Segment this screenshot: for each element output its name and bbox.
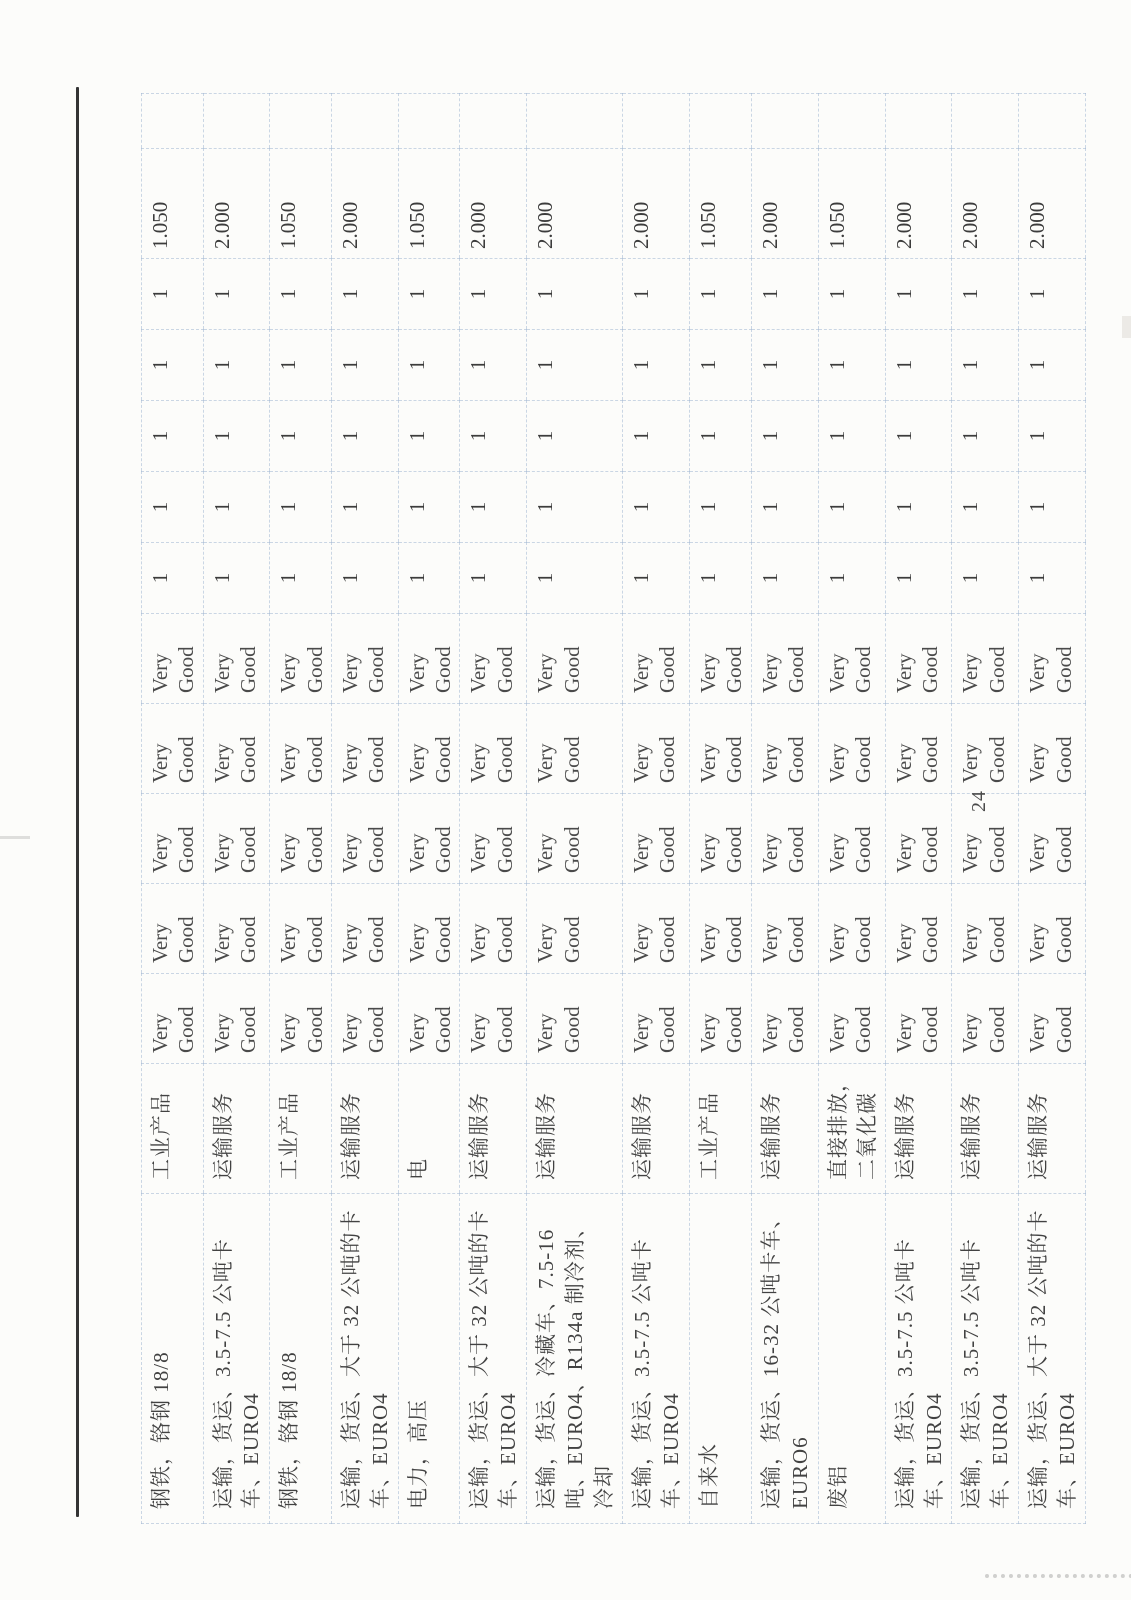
category-cell: 运输服务 [952,1064,1019,1194]
quality-rating-cell: Very Good [623,704,690,794]
quality-rating-cell: Very Good [203,704,270,794]
table-row [885,94,952,1524]
pedigree-score-cell: 1 [142,330,204,401]
pedigree-score-cell: 1 [952,401,1019,472]
uncertainty-factor-cell: 1.050 [270,149,332,259]
category-cell: 运输服务 [527,1064,623,1194]
category-cell: 工业产品 [142,1064,204,1194]
quality-rating-cell: Very Good [1019,974,1086,1064]
uncertainty-factor-cell: 2.000 [623,149,690,259]
pedigree-score-cell: 1 [460,401,527,472]
quality-rating-cell: Very Good [1019,704,1086,794]
pedigree-score-cell: 1 [885,330,952,401]
category-cell: 运输服务 [1019,1064,1086,1194]
table-body [142,94,1086,1524]
pedigree-score-cell: 1 [952,330,1019,401]
pedigree-score-cell: 1 [818,330,885,401]
quality-rating-cell: Very Good [203,974,270,1064]
flow-label-cell: 运输，货运、冷藏车、7.5-16 吨、EURO4、R134a 制冷剂、冷却 [527,1194,623,1524]
scan-artifact-mark [1122,316,1131,338]
pedigree-score-cell: 1 [623,330,690,401]
pedigree-score-cell: 1 [331,472,398,543]
flow-label-cell: 运输，货运、16-32 公吨卡车、EURO6 [751,1194,818,1524]
quality-rating-cell: Very Good [623,614,690,704]
page-top-rule [76,87,79,1517]
pedigree-score-cell: 1 [331,259,398,330]
pedigree-score-cell: 1 [203,330,270,401]
pedigree-score-cell: 1 [751,330,818,401]
pedigree-score-cell: 1 [952,472,1019,543]
table-row [527,94,623,1524]
quality-rating-cell: Very Good [398,884,460,974]
quality-rating-cell: Very Good [818,974,885,1064]
quality-rating-cell: Very Good [398,614,460,704]
flow-label-cell: 运输，货运、3.5-7.5 公吨卡车、EURO4 [623,1194,690,1524]
quality-rating-cell: Very Good [690,884,752,974]
pedigree-score-cell: 1 [818,401,885,472]
empty-cell [1019,94,1086,149]
pedigree-score-cell: 1 [527,259,623,330]
pedigree-score-cell: 1 [142,401,204,472]
pedigree-score-cell: 1 [331,401,398,472]
empty-cell [142,94,204,149]
table-row [203,94,270,1524]
pedigree-score-cell: 1 [818,259,885,330]
pedigree-score-cell: 1 [751,543,818,614]
category-cell: 运输服务 [751,1064,818,1194]
quality-rating-cell: Very Good [885,794,952,884]
quality-rating-cell: Very Good [623,794,690,884]
quality-rating-cell: Very Good [1019,794,1086,884]
uncertainty-factor-cell: 2.000 [751,149,818,259]
uncertainty-factor-cell: 2.000 [952,149,1019,259]
pedigree-score-cell: 1 [1019,472,1086,543]
pedigree-score-cell: 1 [203,259,270,330]
empty-cell [885,94,952,149]
empty-cell [818,94,885,149]
quality-rating-cell: Very Good [952,884,1019,974]
table-row [270,94,332,1524]
quality-rating-cell: Very Good [460,614,527,704]
table-row [1019,94,1086,1524]
pedigree-score-cell: 1 [885,259,952,330]
quality-rating-cell: Very Good [818,614,885,704]
quality-rating-cell: Very Good [270,704,332,794]
quality-rating-cell: Very Good [818,704,885,794]
table-row [331,94,398,1524]
quality-rating-cell: Very Good [142,614,204,704]
uncertainty-factor-cell: 2.000 [527,149,623,259]
pedigree-score-cell: 1 [142,259,204,330]
quality-rating-cell: Very Good [527,974,623,1064]
flow-label-cell: 运输，货运、3.5-7.5 公吨卡车、EURO4 [203,1194,270,1524]
quality-rating-cell: Very Good [952,614,1019,704]
flow-label-cell: 自来水 [690,1194,752,1524]
quality-rating-cell: Very Good [690,614,752,704]
pedigree-score-cell: 1 [623,259,690,330]
pedigree-score-cell: 1 [460,472,527,543]
quality-rating-cell: Very Good [690,704,752,794]
pedigree-score-cell: 1 [142,543,204,614]
quality-rating-cell: Very Good [331,884,398,974]
quality-rating-cell: Very Good [623,884,690,974]
quality-rating-cell: Very Good [460,884,527,974]
page-number: 24 [968,790,990,812]
pedigree-score-cell: 1 [460,259,527,330]
pedigree-score-cell: 1 [142,472,204,543]
quality-rating-cell: Very Good [527,704,623,794]
pedigree-score-cell: 1 [203,401,270,472]
empty-cell [952,94,1019,149]
flow-label-cell: 运输，货运、大于 32 公吨的卡车、EURO4 [1019,1194,1086,1524]
pedigree-score-cell: 1 [1019,330,1086,401]
quality-rating-cell: Very Good [270,884,332,974]
quality-rating-cell: Very Good [203,794,270,884]
quality-rating-cell: Very Good [142,884,204,974]
pedigree-score-cell: 1 [1019,401,1086,472]
uncertainty-factor-cell: 1.050 [398,149,460,259]
pedigree-score-cell: 1 [527,472,623,543]
uncertainty-factor-cell: 1.050 [142,149,204,259]
pedigree-score-cell: 1 [203,543,270,614]
pedigree-score-cell: 1 [398,472,460,543]
quality-rating-cell: Very Good [270,614,332,704]
quality-rating-cell: Very Good [203,884,270,974]
category-cell: 运输服务 [331,1064,398,1194]
pedigree-score-cell: 1 [460,330,527,401]
quality-rating-cell: Very Good [203,614,270,704]
quality-rating-cell: Very Good [398,704,460,794]
pedigree-score-cell: 1 [398,543,460,614]
table-row [623,94,690,1524]
flow-label-cell: 运输，货运、3.5-7.5 公吨卡车、EURO4 [952,1194,1019,1524]
pedigree-score-cell: 1 [751,472,818,543]
quality-rating-cell: Very Good [885,704,952,794]
quality-rating-cell: Very Good [751,704,818,794]
empty-cell [690,94,752,149]
empty-cell [398,94,460,149]
flow-label-cell: 废铝 [818,1194,885,1524]
pedigree-score-cell: 1 [690,543,752,614]
flow-label-cell: 钢铁，铬钢 18/8 [270,1194,332,1524]
pedigree-score-cell: 1 [460,543,527,614]
flow-label-cell: 电力，高压 [398,1194,460,1524]
pedigree-score-cell: 1 [623,401,690,472]
pedigree-score-cell: 1 [270,259,332,330]
uncertainty-factor-cell: 2.000 [460,149,527,259]
pedigree-score-cell: 1 [398,401,460,472]
quality-rating-cell: Very Good [142,974,204,1064]
pedigree-score-cell: 1 [270,472,332,543]
quality-rating-cell: Very Good [751,974,818,1064]
pedigree-score-cell: 1 [885,401,952,472]
pedigree-score-cell: 1 [885,543,952,614]
table-row [460,94,527,1524]
pedigree-score-cell: 1 [818,543,885,614]
category-cell: 直接排放，二氧化碳 [818,1064,885,1194]
pedigree-score-cell: 1 [1019,543,1086,614]
lca-data-table [141,93,1086,1524]
table-row [818,94,885,1524]
quality-rating-cell: Very Good [751,794,818,884]
flow-label-cell: 运输，货运、3.5-7.5 公吨卡车、EURO4 [885,1194,952,1524]
quality-rating-cell: Very Good [952,704,1019,794]
quality-rating-cell: Very Good [885,614,952,704]
uncertainty-factor-cell: 1.050 [690,149,752,259]
quality-rating-cell: Very Good [270,794,332,884]
quality-rating-cell: Very Good [818,794,885,884]
quality-rating-cell: Very Good [751,884,818,974]
quality-rating-cell: Very Good [952,794,1019,884]
uncertainty-factor-cell: 2.000 [331,149,398,259]
category-cell: 运输服务 [623,1064,690,1194]
pedigree-score-cell: 1 [690,472,752,543]
table-row [690,94,752,1524]
quality-rating-cell: Very Good [1019,614,1086,704]
empty-cell [623,94,690,149]
pedigree-score-cell: 1 [331,543,398,614]
uncertainty-factor-cell: 2.000 [1019,149,1086,259]
empty-cell [331,94,398,149]
flow-label-cell: 钢铁，铬钢 18/8 [142,1194,204,1524]
quality-rating-cell: Very Good [751,614,818,704]
flow-label-cell: 运输，货运、大于 32 公吨的卡车、EURO4 [460,1194,527,1524]
pedigree-score-cell: 1 [527,401,623,472]
pedigree-score-cell: 1 [751,259,818,330]
pedigree-score-cell: 1 [331,330,398,401]
quality-rating-cell: Very Good [690,794,752,884]
pedigree-score-cell: 1 [398,330,460,401]
pedigree-score-cell: 1 [527,330,623,401]
quality-rating-cell: Very Good [398,794,460,884]
pedigree-score-cell: 1 [270,401,332,472]
pedigree-score-cell: 1 [623,472,690,543]
pedigree-score-cell: 1 [952,259,1019,330]
category-cell: 运输服务 [203,1064,270,1194]
quality-rating-cell: Very Good [527,884,623,974]
empty-cell [203,94,270,149]
pedigree-score-cell: 1 [690,330,752,401]
category-cell: 工业产品 [270,1064,332,1194]
empty-cell [460,94,527,149]
flow-label-cell: 运输，货运、大于 32 公吨的卡车、EURO4 [331,1194,398,1524]
pedigree-score-cell: 1 [885,472,952,543]
pedigree-score-cell: 1 [690,259,752,330]
quality-rating-cell: Very Good [270,974,332,1064]
empty-cell [270,94,332,149]
pedigree-score-cell: 1 [270,330,332,401]
uncertainty-factor-cell: 2.000 [203,149,270,259]
table-row [398,94,460,1524]
quality-rating-cell: Very Good [142,704,204,794]
scan-artifact-streak [985,1574,1131,1578]
quality-rating-cell: Very Good [527,614,623,704]
empty-cell [751,94,818,149]
quality-rating-cell: Very Good [460,794,527,884]
pedigree-score-cell: 1 [203,472,270,543]
quality-rating-cell: Very Good [331,614,398,704]
quality-rating-cell: Very Good [460,974,527,1064]
category-cell: 运输服务 [885,1064,952,1194]
pedigree-score-cell: 1 [270,543,332,614]
quality-rating-cell: Very Good [331,974,398,1064]
pedigree-score-cell: 1 [527,543,623,614]
table-row [751,94,818,1524]
pedigree-score-cell: 1 [690,401,752,472]
pedigree-score-cell: 1 [751,401,818,472]
pedigree-score-cell: 1 [1019,259,1086,330]
category-cell: 电 [398,1064,460,1194]
quality-rating-cell: Very Good [527,794,623,884]
uncertainty-factor-cell: 2.000 [885,149,952,259]
category-cell: 运输服务 [460,1064,527,1194]
quality-rating-cell: Very Good [885,974,952,1064]
quality-rating-cell: Very Good [331,794,398,884]
quality-rating-cell: Very Good [885,884,952,974]
category-cell: 工业产品 [690,1064,752,1194]
quality-rating-cell: Very Good [398,974,460,1064]
scan-artifact-dash [0,836,30,839]
quality-rating-cell: Very Good [331,704,398,794]
pedigree-score-cell: 1 [818,472,885,543]
quality-rating-cell: Very Good [818,884,885,974]
pedigree-score-cell: 1 [623,543,690,614]
pedigree-score-cell: 1 [398,259,460,330]
quality-rating-cell: Very Good [460,704,527,794]
quality-rating-cell: Very Good [1019,884,1086,974]
quality-rating-cell: Very Good [952,974,1019,1064]
quality-rating-cell: Very Good [623,974,690,1064]
pedigree-score-cell: 1 [952,543,1019,614]
uncertainty-factor-cell: 1.050 [818,149,885,259]
quality-rating-cell: Very Good [690,974,752,1064]
table-row [142,94,204,1524]
quality-rating-cell: Very Good [142,794,204,884]
empty-cell [527,94,623,149]
